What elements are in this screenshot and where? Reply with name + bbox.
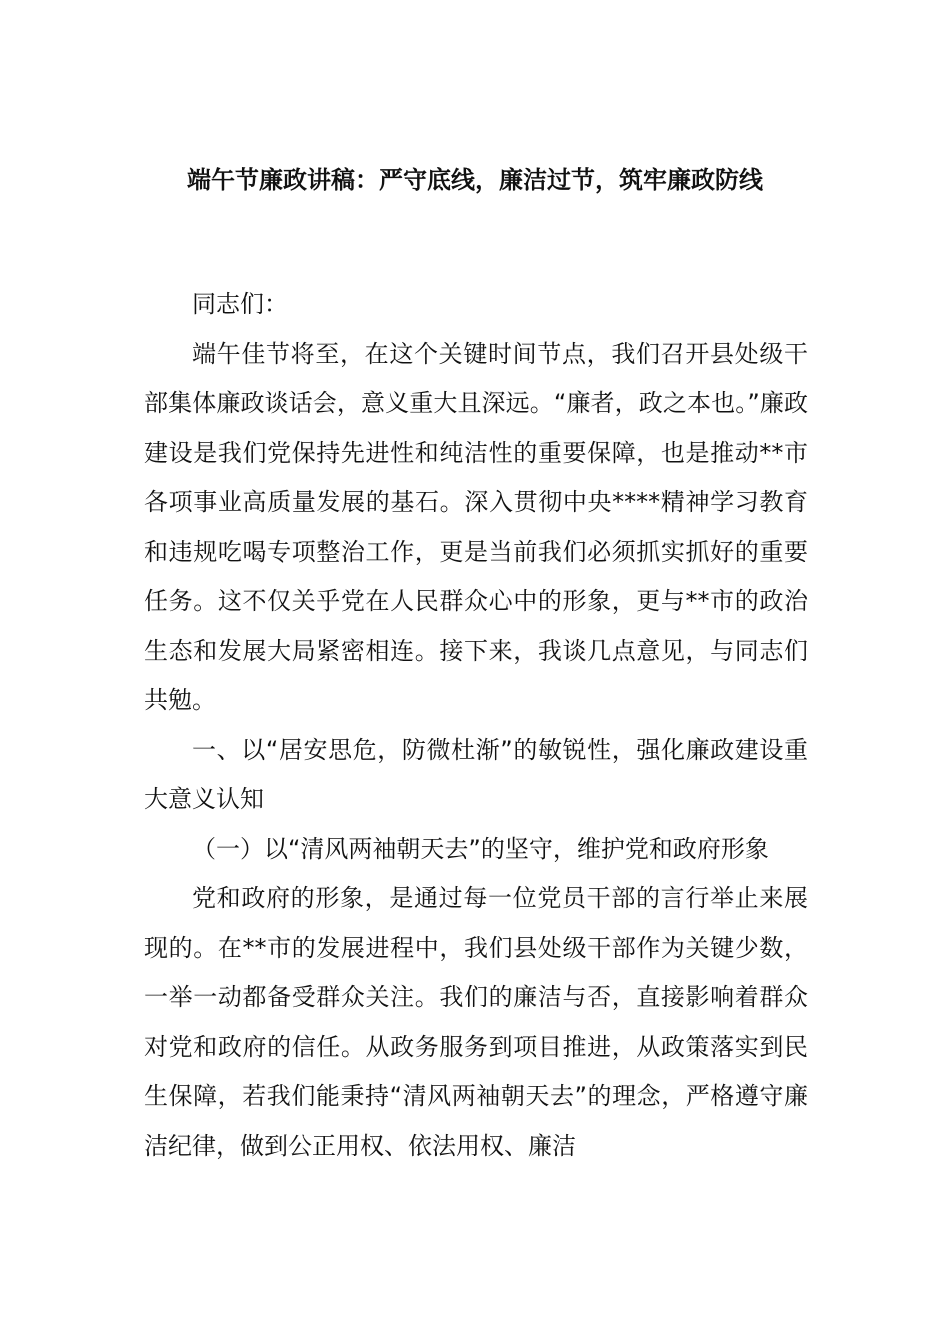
intro-paragraph: 端午佳节将至，在这个关键时间节点，我们召开县处级干部集体廉政谈话会，意义重大且深远。“廉者，政之本也。”廉政建设是我们党保持先进性和纯洁性的重要保障，也是推动**市各项事业高质量发展的基石。深入贯彻中央****精神学习教育和违规吃喝专项整治工作，更是当前我们必须抓实抓好的重要任务。这不仅关乎党在人民群众心中的形象，更与**市的政治生态和发展大局紧密相连。接下来，我谈几点意见，与同志们共勉。 bbox=[144, 339, 808, 714]
document-body bbox=[144, 280, 808, 1171]
section-heading-1: 一、以“居安思危，防微杜渐”的敏锐性，强化廉政建设重大意义认知 bbox=[144, 735, 808, 813]
subsection-heading-1: （一）以“清风两袖朝天去”的坚守，维护党和政府形象 bbox=[192, 834, 769, 863]
salutation: 同志们： bbox=[192, 290, 288, 318]
body-paragraph: 党和政府的形象，是通过每一位党员干部的言行举止来展现的。在**市的发展进程中，我们县处级干部作为关键少数，一举一动都备受群众关注。我们的廉洁与否，直接影响着群众对党和政府的信任。从政务服务到项目推进，从政策落实到民生保障，若我们能秉持“清风两袖朝天去”的理念，严格遵守廉洁纪律，做到公正用权、依法用权、廉洁 bbox=[144, 884, 808, 1160]
document-title: 端午节廉政讲稿：严守底线，廉洁过节，筑牢廉政防线 bbox=[187, 166, 763, 194]
